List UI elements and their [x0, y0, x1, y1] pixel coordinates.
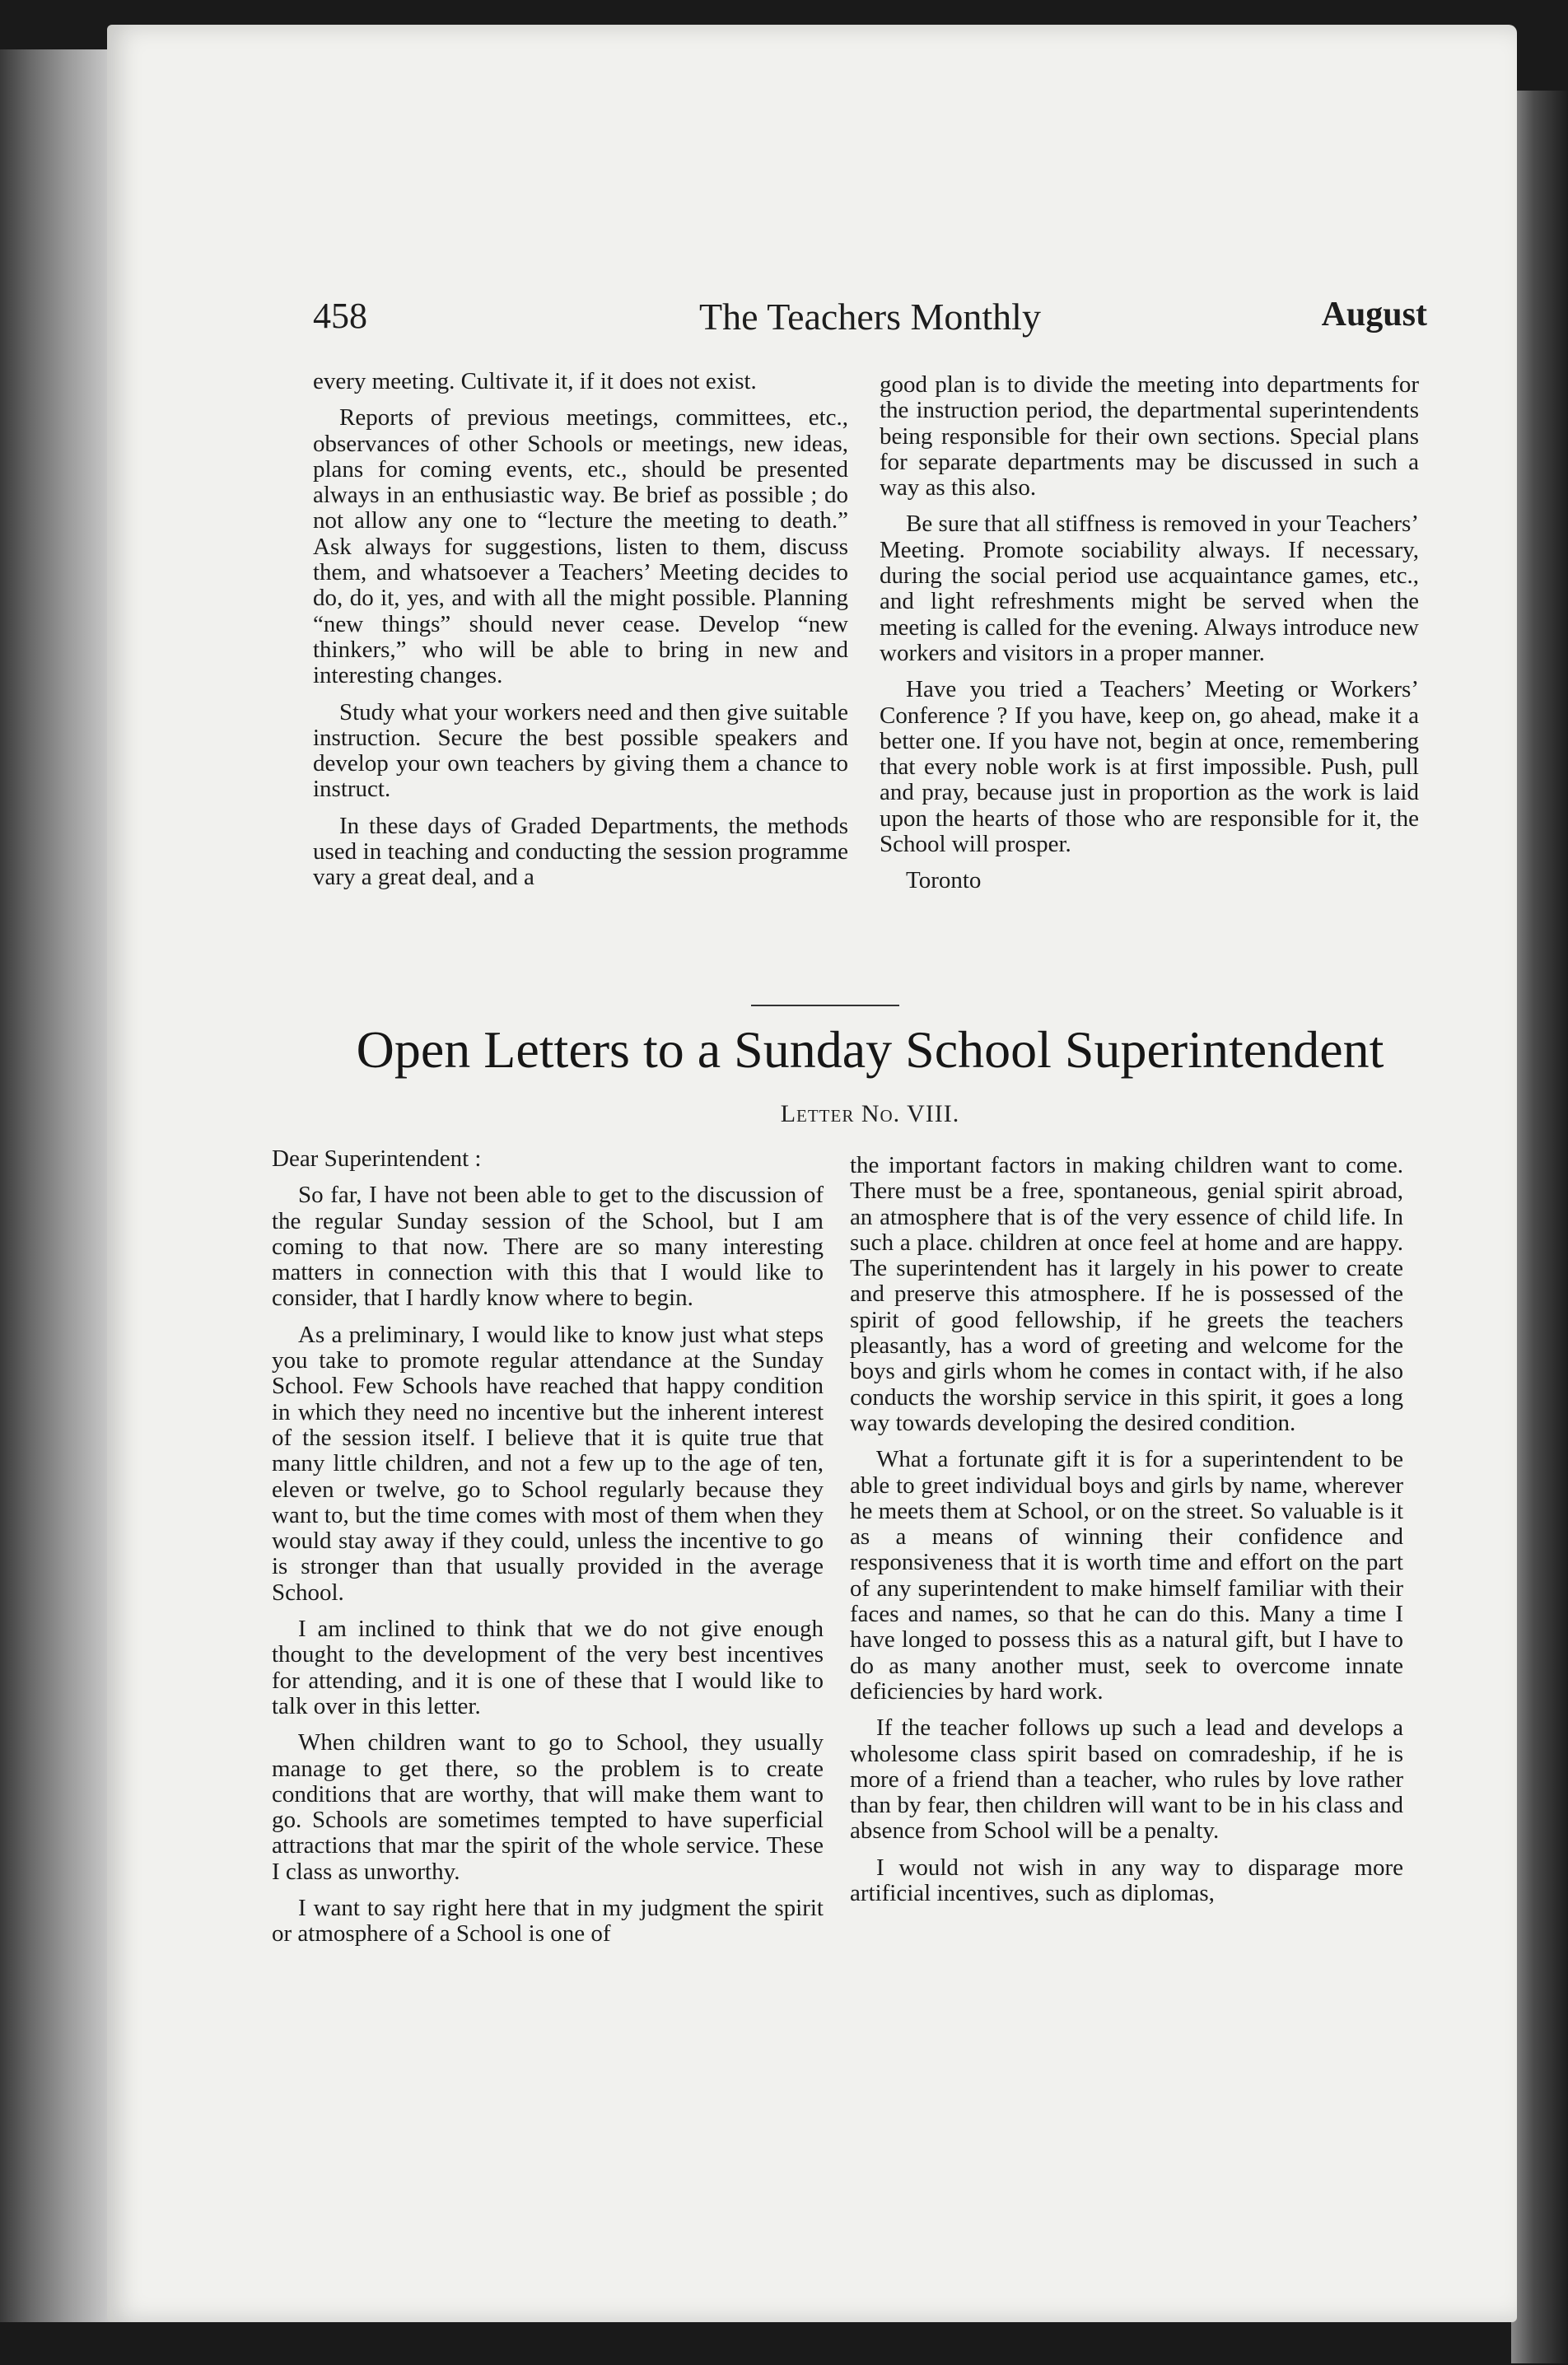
paragraph: What a fortunate gift it is for a superintendent to be able to greet individual boys and girls by name, wherever he meets them at School, or on the street. So valuable is it as a means of winning their confidence and responsiveness that it is worth time and effort on the part of any superintendent to make himself familiar with their faces and names, so that he can do this. Many a time I have longed to possess this as a natural gift, but I have to do as many another must, seek to overcome innate deficiencies by hard work. [850, 1446, 1403, 1705]
paragraph: As a preliminary, I would like to know just what steps you take to promote regular attendance at the Sunday School. Few Schools have reached that happy condition in which they need no incentive but the inherent interest of the session itself. I believe that it is quite true that many little children, and not a few up to the age of ten, eleven or twelve, go to School regularly because they want to, but the time comes with most of them when they would stay away if they could, unless the incentive to go is stronger than that usually provided in the average School. [272, 1321, 824, 1606]
book-binding-left [0, 49, 124, 2322]
paragraph: Have you tried a Teachers’ Meeting or Workers’ Conference ? If you have, keep on, go ahead, make it a better one. If you have not, begin at once, remembering that every noble work is at first impossible. Push, pull and pray, because just in proportion as the work is laid upon the hearts of those who are responsible for it, the School will prosper. [880, 676, 1419, 858]
book-edge-right [1511, 91, 1568, 2363]
salutation: Dear Superintendent : [272, 1145, 482, 1172]
section-divider [751, 1005, 899, 1006]
paragraph: Study what your workers need and then give suitable instruction. Secure the best possible speakers and develop your own teachers by giving them a chance to instruct. [313, 698, 848, 803]
page-number: 458 [313, 296, 367, 336]
journal-title: The Teachers Monthly [699, 296, 1041, 338]
paragraph: good plan is to divide the meeting into departments for the instruction period, the departmental superintendents being responsible for their own sections. Special plans for separate departments may be discussed in such a way as this also. [880, 371, 1419, 501]
paragraph: In these days of Graded Departments, the methods used in teaching and conducting the session programme vary a great deal, and a [313, 812, 848, 891]
paragraph: I am inclined to think that we do not give enough thought to the development of the very best incentives for attending, and it is one of these that I would like to talk over in this letter. [272, 1616, 824, 1719]
lower-left-column [272, 1146, 824, 1958]
paragraph: So far, I have not been able to get to the discussion of the regular Sunday session of the School, but I am coming to that now. There are so many interesting matters in connection with this that I would like to consider, that I hardly know where to begin. [272, 1182, 824, 1312]
paragraph: Be sure that all stiffness is removed in your Teachers’ Meeting. Promote sociability always. If necessary, during the social period use acquaintance games, etc., and light refreshments might be served when the meeting is called for the evening. Always introduce new workers and visitors in a proper manner. [880, 511, 1419, 666]
paragraph: When children want to go to School, they usually manage to get there, so the problem is to create conditions that are worthy, that will make them want to go. Schools are sometimes tempted to have superficial attractions that mar the spirit of the whole service. These I class as unworthy. [272, 1729, 824, 1885]
paragraph: Reports of previous meetings, committees, etc., observances of other Schools or meetings, new ideas, plans for coming events, etc., should be presented always in an enthusiastic way. Be brief as possible ; do not allow any one to “lecture the meeting to death.” Ask always for suggestions, listen to them, discuss them, and whatsoever a Teachers’ Meeting decides to do, do it, yes, and with all the might possible. Planning “new things” should never cease. Develop “new thinkers,” who will be able to bring in new and interesting changes. [313, 404, 848, 689]
article-title: Open Letters to a Sunday School Superintendent [356, 1020, 1384, 1079]
lower-right-column [850, 1153, 1403, 1917]
letter-number: Letter No. VIII. [780, 1100, 960, 1127]
upper-right-column [880, 372, 1419, 905]
paragraph: I would not wish in any way to disparage more artificial incentives, such as diplomas, [850, 1854, 1403, 1907]
issue-month: August [1321, 296, 1427, 334]
upper-left-column [313, 369, 848, 902]
signature-location: Toronto [906, 867, 982, 894]
paragraph: I want to say right here that in my judgment the spirit or atmosphere of a School is one of [272, 1895, 824, 1948]
paragraph: the important factors in making children want to come. There must be a free, spontaneous, genial spirit abroad, an atmosphere that is of the very essence of child life. In such a place. children at once feel at home and are happy. The superintendent has it largely in his power to create and preserve this atmosphere. If he is possessed of the spirit of good fellowship, if he greets the teachers pleasantly, has a word of greeting and welcome for the boys and girls whom he comes in contact with, if he also conducts the worship service in this spirit, it goes a long way towards developing the desired condition. [850, 1152, 1403, 1436]
paragraph: every meeting. Cultivate it, if it does not exist. [313, 368, 757, 394]
running-head [313, 295, 1427, 352]
paragraph: If the teacher follows up such a lead and develops a wholesome class spirit based on comradeship, if he is more of a friend than a teacher, who rules by love rather than by fear, then children will want to be in his class and absence from School will be a penalty. [850, 1714, 1403, 1845]
